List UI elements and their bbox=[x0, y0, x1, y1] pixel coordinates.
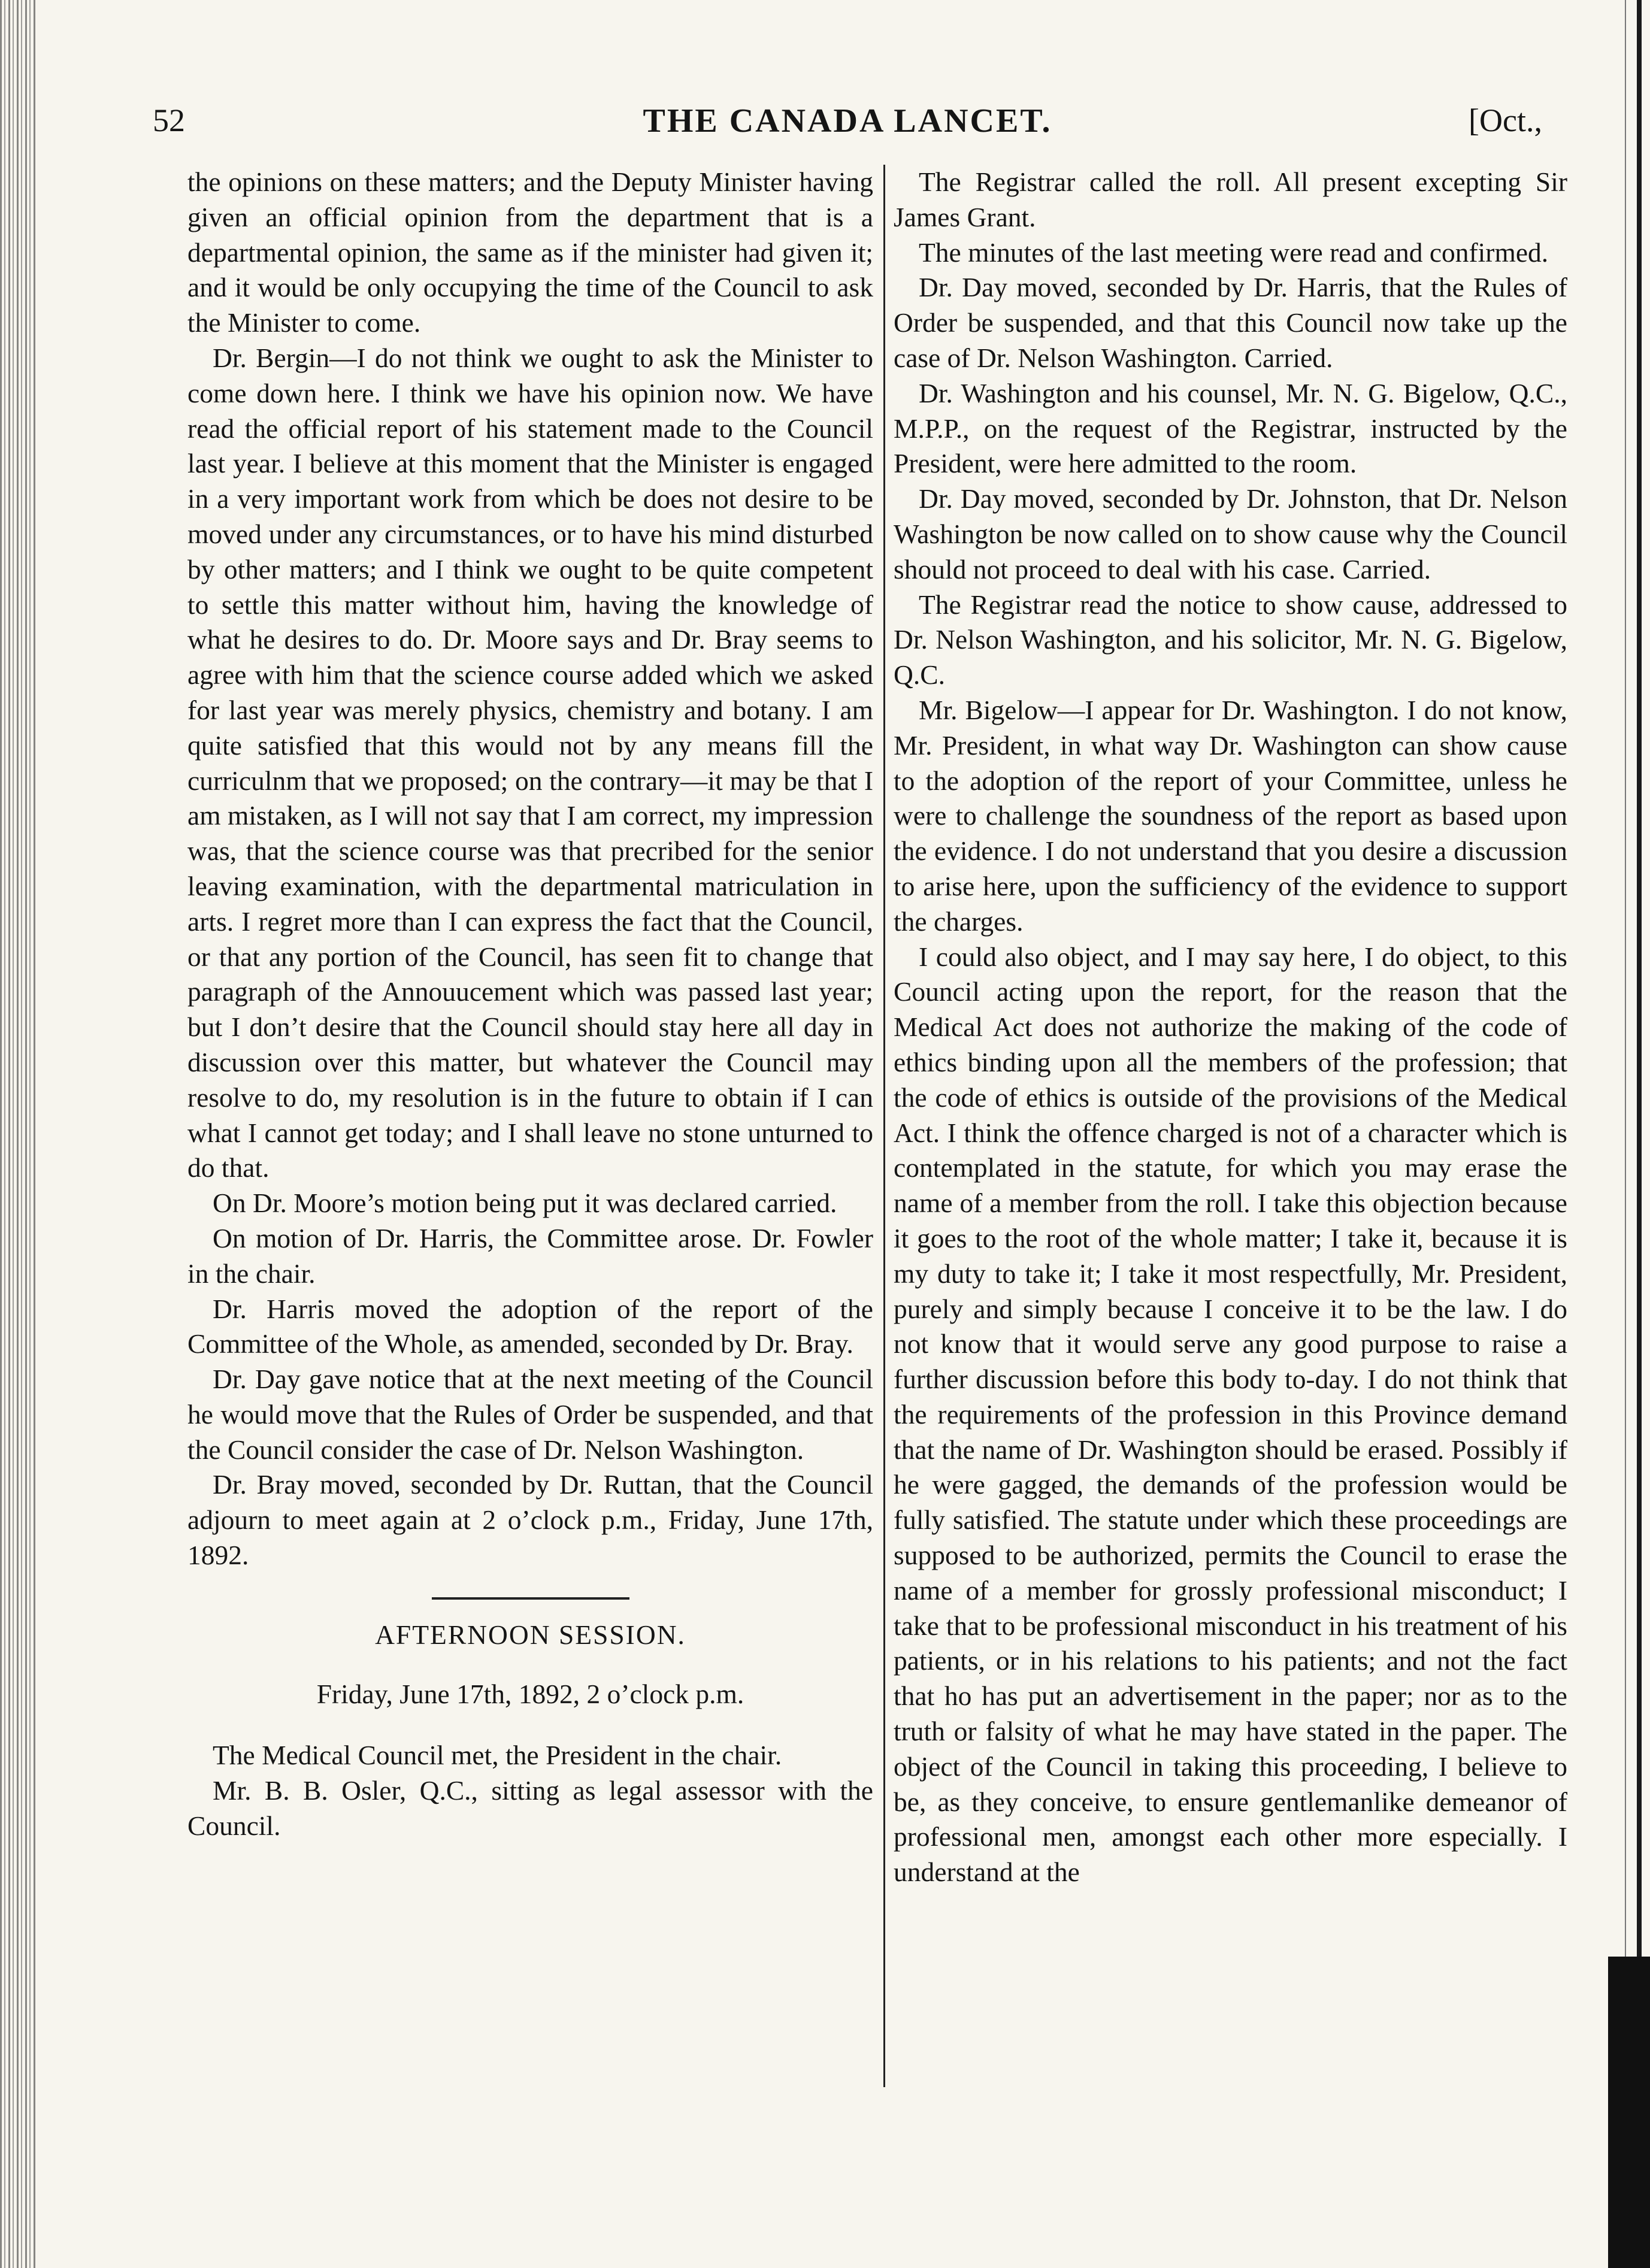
paragraph: Dr. Day moved, seconded by Dr. Harris, that the Rules of Order be suspended, and that this Council now take up the case of Dr. Nelson Washington. Carried. bbox=[894, 272, 1567, 373]
scan-edge-bar bbox=[1637, 0, 1642, 2268]
journal-title: THE CANADA LANCET. bbox=[643, 102, 1052, 140]
paragraph: the opinions on these matters; and the Deputy Minister having given an official opinion from the department that is a departmental opinion, the same as if the minister had given it; and it would be only occupying the time of the Council to ask the Minister to come. bbox=[187, 166, 873, 338]
column-divider bbox=[883, 165, 885, 2087]
left-column bbox=[187, 165, 873, 1844]
section-heading: AFTERNOON SESSION. bbox=[375, 1619, 686, 1650]
issue-month: [Oct., bbox=[1469, 102, 1542, 138]
paragraph: On Dr. Moore’s motion being put it was declared carried. bbox=[213, 1188, 837, 1219]
paragraph: Dr. Bray moved, seconded by Dr. Ruttan, that the Council adjourn to meet again at 2 o’clock p.m., Friday, June 17th, 1892. bbox=[187, 1469, 873, 1571]
page-number: 52 bbox=[153, 102, 185, 138]
paragraph: The Registrar read the notice to show cause, addressed to Dr. Nelson Washington, and his solicitor, Mr. N. G. Bigelow, Q.C. bbox=[894, 589, 1567, 691]
paragraph: I could also object, and I may say here, I do object, to this Council acting upon the report, for the reason that the Medical Act does not authorize the making of the code of ethics binding upon all the members of the profession; that the code of ethics is outside of the provisions of the Medical Act. I think the offence charged is not of a character which is contemplated in the statute, for which you may erase the name of a member from the roll. I take this objection because it goes to the root of the whole matter; I take it, because it is my duty to take it; I take it most respectfully, Mr. President, purely and simply because I conceive it to be the law. I do not know that it would serve any good purpose to raise a further discussion before this body to-day. I do not think that the requirements of the profession in this Province demand that the name of Dr. Washington should be erased. Possibly if he were gagged, the demands of the profession would be fully satisfied. The statute under which these proceedings are supposed to be authorized, permits the Council to erase the name of a member for grossly professional misconduct; I take that to be professional misconduct in his treatment of his patients, or in his relations to his patients; and not the fact that ho has put an advertisement in the paper; nor as to the truth or falsity of what he may have stated in the paper. The object of the Council in taking this proceeding, I believe to be, as they conceive, to ensure gentlemanlike demeanor of professional men, amongst each other more especially. I understand at the bbox=[894, 941, 1567, 1888]
page-header bbox=[153, 102, 1542, 150]
right-column bbox=[894, 165, 1567, 1890]
paragraph: Dr. Day gave notice that at the next meeting of the Council he would move that the Rules of Order be suspended, and that the Council consider the case of Dr. Nelson Washington. bbox=[187, 1364, 873, 1465]
paragraph: The Registrar called the roll. All present excepting Sir James Grant. bbox=[894, 166, 1567, 232]
scan-edge-shadow bbox=[1608, 1957, 1650, 2268]
scan-edge-left bbox=[0, 0, 36, 2268]
scan-edge-right bbox=[1608, 0, 1650, 2268]
session-date: Friday, June 17th, 1892, 2 o’clock p.m. bbox=[316, 1678, 744, 1709]
paragraph: Mr. Bigelow—I appear for Dr. Washington. I do not know, Mr. President, in what way Dr. Washington can show cause to the adoption of the report of your Committee, unless he were to challenge the soundness of the report as based upon the evidence. I do not understand that you desire a discussion to arise here, upon the sufficiency of the evidence to support the charges. bbox=[894, 694, 1567, 937]
paragraph: Mr. B. B. Osler, Q.C., sitting as legal assessor with the Council. bbox=[187, 1775, 873, 1842]
paragraph: The minutes of the last meeting were read and confirmed. bbox=[919, 237, 1549, 268]
paragraph: Dr. Harris moved the adoption of the report of the Committee of the Whole, as amended, seconded by Dr. Bray. bbox=[187, 1293, 873, 1359]
scan-edge-line bbox=[1625, 0, 1626, 2268]
paragraph: Dr. Bergin—I do not think we ought to ask the Minister to come down here. I think we have his opinion now. We have read the official report of his statement made to the Council last year. I believe at this moment that the Minister is engaged in a very important work from which be does not desire to be moved under any circumstances, or to have his mind disturbed by other matters; and I think we ought to be quite competent to settle this matter without him, having the knowledge of what he desires to do. Dr. Moore says and Dr. Bray seems to agree with him that the science course added which we asked for last year was merely physics, chemistry and botany. I am quite satisfied that this would not by any means fill the curriculnm that we proposed; on the contrary—it may be that I am mistaken, as I will not say that I am correct, my impression was, that the science course was that precribed for the senior leaving examination, with the departmental matriculation in arts. I regret more than I can express the fact that the Council, or that any portion of the Council, has seen fit to change that paragraph of the Annouucement which was passed last year; but I don’t desire that the Council should stay here all day in discussion over this matter, but whatever the Council may resolve to do, my resolution is in the future to obtain if I can what I cannot get today; and I shall leave no stone unturned to do that. bbox=[187, 342, 873, 1183]
section-divider bbox=[432, 1597, 629, 1600]
paragraph: Dr. Washington and his counsel, Mr. N. G. Bigelow, Q.C., M.P.P., on the request of the Registrar, instructed by the President, were here admitted to the room. bbox=[894, 377, 1567, 479]
paragraph: The Medical Council met, the President in the chair. bbox=[213, 1740, 782, 1771]
paragraph: Dr. Day moved, seconded by Dr. Johnston, that Dr. Nelson Washington be now called on to show cause why the Council should not proceed to deal with his case. Carried. bbox=[894, 483, 1567, 585]
paragraph: On motion of Dr. Harris, the Committee arose. Dr. Fowler in the chair. bbox=[187, 1222, 873, 1289]
